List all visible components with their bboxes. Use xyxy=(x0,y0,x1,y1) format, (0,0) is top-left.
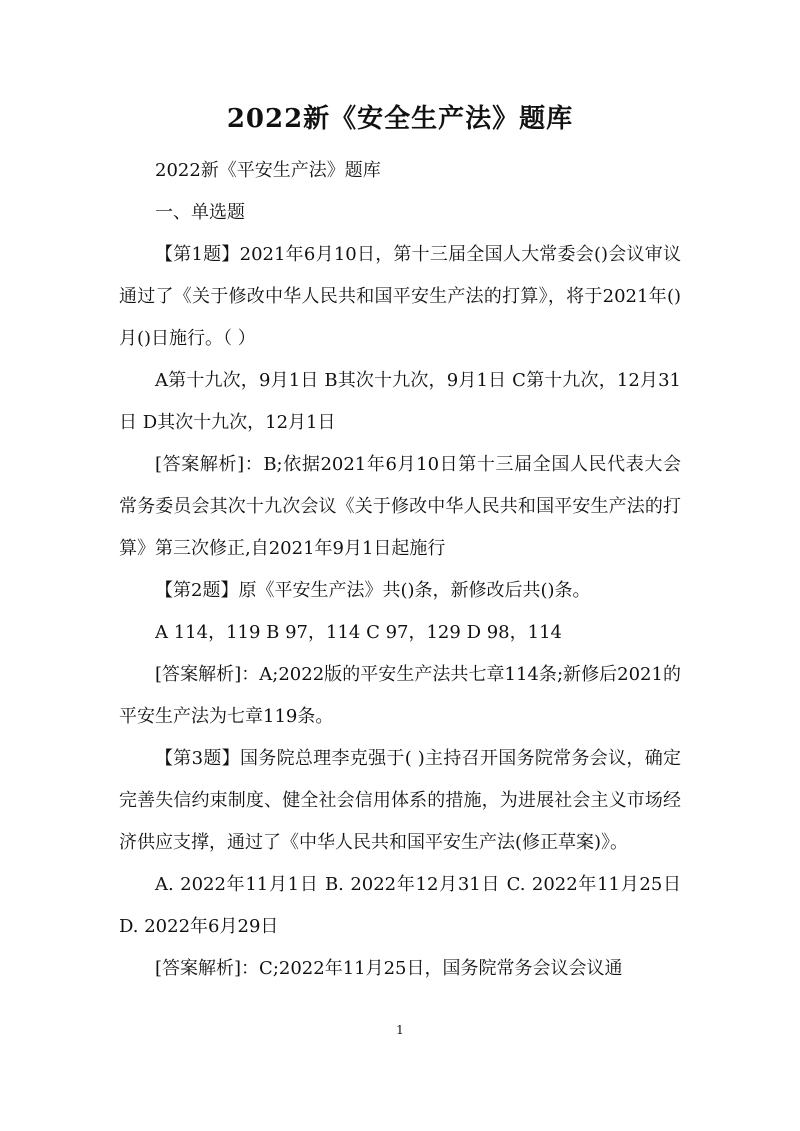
section-heading: 一、单选题 xyxy=(155,202,245,223)
question-3-options: A. 2022年11月1日 B. 2022年12月31日 C. 2022年11月25日 D. 2022年6月29日 xyxy=(119,874,681,937)
question-2: 【第2题】原《平安生产法》共()条，新修改后共()条。 xyxy=(155,580,591,601)
question-3-answer: [答案解析]：C;2022年11月25日，国务院常务会议会议通 xyxy=(155,958,623,979)
question-1-answer: [答案解析]：B;依据2021年6月10日第十三届全国人民代表大会常务委员会其次十九次会议《关于修改中华人民共和国平安生产法的打算》第三次修正,自2021年9月1日起施行 xyxy=(119,454,681,559)
subtitle-paragraph: 2022新《平安生产法》题库 xyxy=(155,160,381,181)
document-body xyxy=(119,150,681,990)
question-1: 【第1题】2021年6月10日，第十三届全国人大常委会()会议审议通过了《关于修改中华人民共和国平安生产法的打算》，将于2021年()月()日施行。（ ） xyxy=(119,244,681,349)
question-2-options: A 114，119 B 97，114 C 97，129 D 98，114 xyxy=(155,622,562,643)
question-3: 【第3题】国务院总理李克强于( )主持召开国务院常务会议，确定完善失信约束制度、健全社会信用体系的措施，为进展社会主义市场经济供应支撑，通过了《中华人民共和国平安生产法(修正草案)》。 xyxy=(119,748,681,853)
question-1-options: A第十九次，9月1日 B其次十九次，9月1日 C第十九次，12月31日 D其次十九次，12月1日 xyxy=(119,370,681,433)
question-2-answer: [答案解析]：A;2022版的平安生产法共七章114条;新修后2021的平安生产法为七章119条。 xyxy=(119,664,681,727)
document-title: 2022新《安全生产法》题库 xyxy=(226,104,574,134)
page-number: 1 xyxy=(396,1023,404,1037)
